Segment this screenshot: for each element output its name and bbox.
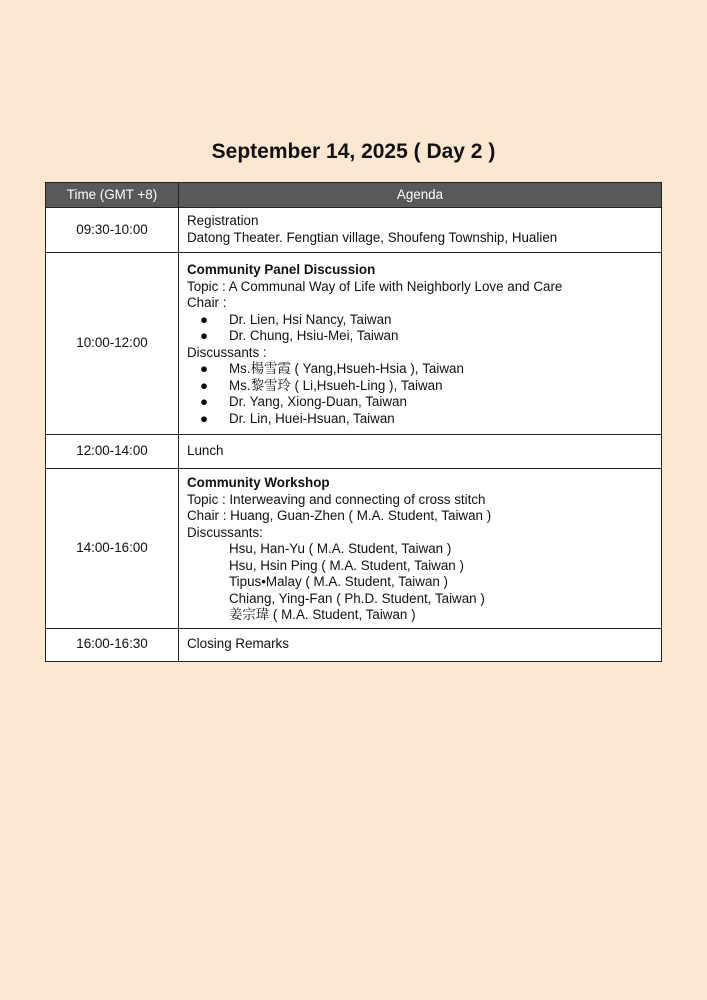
chair-label: Chair : <box>187 295 227 310</box>
table-header-row <box>46 183 662 208</box>
table-row <box>46 435 662 469</box>
agenda-line: Registration <box>187 213 259 228</box>
discussant-name: 姜宗瑋 ( M.A. Student, Taiwan ) <box>229 607 416 622</box>
discussant-name: Dr. Yang, Xiong-Duan, Taiwan <box>229 394 407 409</box>
agenda-column-header: Agenda <box>179 183 662 208</box>
discussant-name: Dr. Lin, Huei-Hsuan, Taiwan <box>229 410 395 426</box>
time-cell: 16:00-16:30 <box>46 628 179 661</box>
agenda-cell <box>179 469 662 629</box>
discussant-name: Ms.黎雪玲 ( Li,Hsueh-Ling ), Taiwan <box>229 377 443 393</box>
time-cell: 09:30-10:00 <box>46 208 179 253</box>
table-row <box>46 253 662 435</box>
session-topic: Topic : A Communal Way of Life with Neighborly Love and Care <box>187 278 563 294</box>
agenda-cell <box>179 628 662 661</box>
agenda-cell <box>179 435 662 469</box>
discussants-label: Discussants: <box>187 524 263 540</box>
session-heading: Community Workshop <box>187 475 330 490</box>
session-topic: Topic : Interweaving and connecting of cross stitch <box>187 491 486 507</box>
discussant-item <box>187 394 653 411</box>
agenda-table <box>45 182 662 662</box>
time-cell: 12:00-14:00 <box>46 435 179 469</box>
agenda-cell <box>179 208 662 253</box>
agenda-line: Datong Theater. Fengtian village, Shoufeng Township, Hualien <box>187 229 558 245</box>
discussant-name: Hsu, Han-Yu ( M.A. Student, Taiwan ) <box>229 541 452 556</box>
discussant-item <box>187 378 653 395</box>
time-cell: 14:00-16:00 <box>46 469 179 629</box>
chair-line: Chair : Huang, Guan-Zhen ( M.A. Student, Taiwan ) <box>187 508 492 523</box>
bullet-icon: ● <box>200 328 209 343</box>
agenda-line: Lunch <box>187 442 224 458</box>
bullet-icon: ● <box>200 377 209 393</box>
chair-name: Dr. Lien, Hsi Nancy, Taiwan <box>229 311 392 327</box>
table-row <box>46 469 662 629</box>
page-title: September 14, 2025 ( Day 2 ) <box>211 140 496 163</box>
agenda-line: Closing Remarks <box>187 635 289 651</box>
bullet-icon: ● <box>200 394 209 409</box>
discussant-item <box>187 411 653 428</box>
discussant-name: Ms.楊雪霞 ( Yang,Hsueh-Hsia ), Taiwan <box>229 361 464 376</box>
table-row <box>46 628 662 661</box>
table-row <box>46 208 662 253</box>
discussant-item <box>187 361 653 378</box>
agenda-cell <box>179 253 662 435</box>
discussant-name: Hsu, Hsin Ping ( M.A. Student, Taiwan ) <box>229 557 464 573</box>
discussant-name: Tipus•Malay ( M.A. Student, Taiwan ) <box>229 574 449 589</box>
discussants-label: Discussants : <box>187 344 267 360</box>
bullet-icon: ● <box>200 361 209 376</box>
time-cell: 10:00-12:00 <box>46 253 179 435</box>
discussant-name: Chiang, Ying-Fan ( Ph.D. Student, Taiwan ) <box>229 590 485 606</box>
session-heading: Community Panel Discussion <box>187 262 376 277</box>
bullet-icon: ● <box>200 311 209 327</box>
chair-item <box>187 312 653 329</box>
time-column-header: Time (GMT +8) <box>46 183 179 208</box>
chair-name: Dr. Chung, Hsiu-Mei, Taiwan <box>229 328 399 343</box>
bullet-icon: ● <box>200 410 209 426</box>
chair-item <box>187 328 653 345</box>
